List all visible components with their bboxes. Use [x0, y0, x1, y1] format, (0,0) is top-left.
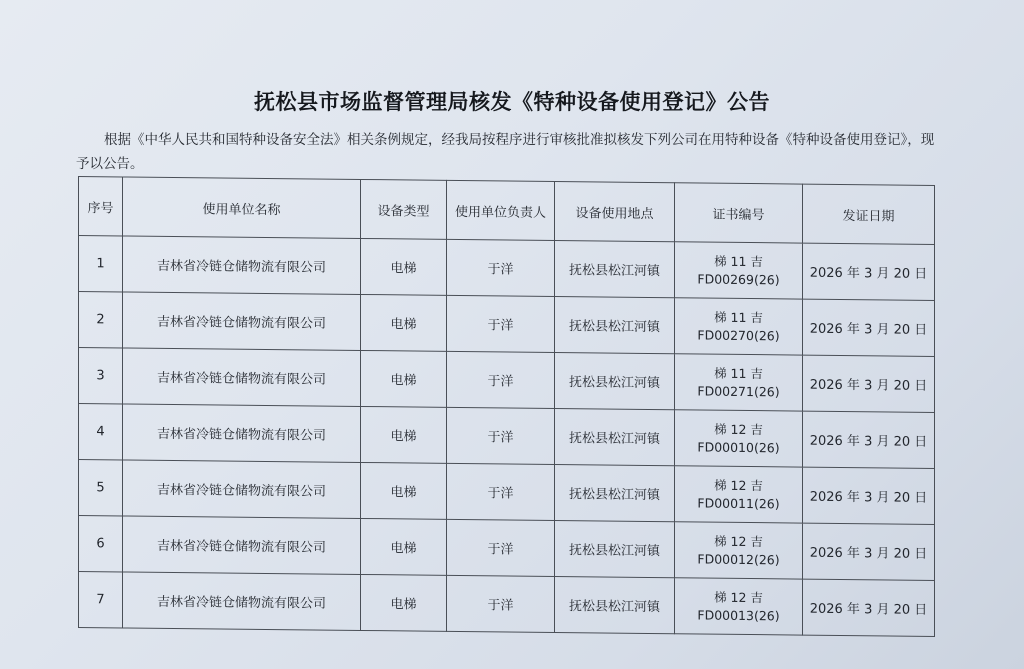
cert-line2: FD00269(26): [697, 270, 780, 287]
row-location: 抚松县松江河镇: [555, 576, 675, 633]
row-location: 抚松县松江河镇: [555, 408, 675, 465]
row-location: 抚松县松江河镇: [555, 464, 675, 521]
row-person: 于洋: [447, 351, 555, 408]
cert-line2: FD00010(26): [697, 438, 780, 455]
row-no: 2: [79, 292, 123, 348]
row-type: 电梯: [361, 350, 447, 407]
table-row: [79, 572, 935, 637]
table-row: [79, 460, 935, 525]
row-date: 2026 年 3 月 20 日: [803, 579, 935, 636]
row-person: 于洋: [447, 519, 555, 576]
table-row: [79, 404, 935, 469]
cert-line2: FD00012(26): [697, 550, 780, 567]
row-no: 1: [79, 236, 123, 292]
row-location: 抚松县松江河镇: [555, 296, 675, 353]
row-cert: [675, 466, 803, 523]
row-no: 4: [79, 404, 123, 460]
header-date: 发证日期: [803, 184, 935, 244]
row-person: 于洋: [447, 575, 555, 632]
row-date: 2026 年 3 月 20 日: [803, 523, 935, 580]
row-location: 抚松县松江河镇: [555, 240, 675, 297]
cert-line1: 梯 12 吉: [714, 477, 763, 493]
registration-table: [78, 176, 935, 637]
row-unit: 吉林省冷链仓储物流有限公司: [123, 236, 361, 294]
cert-line1: 梯 12 吉: [714, 421, 763, 437]
row-person: 于洋: [447, 239, 555, 296]
document-title: 抚松县市场监督管理局核发《特种设备使用登记》公告: [254, 90, 770, 114]
row-date: 2026 年 3 月 20 日: [803, 355, 935, 412]
row-cert: [675, 242, 803, 299]
row-cert: [675, 578, 803, 635]
cert-line2: FD00270(26): [697, 326, 780, 343]
row-type: 电梯: [361, 294, 447, 351]
row-date: 2026 年 3 月 20 日: [803, 299, 935, 356]
table-row: [79, 348, 935, 413]
cert-line2: FD00271(26): [697, 382, 780, 399]
row-date: 2026 年 3 月 20 日: [803, 243, 935, 300]
header-person: 使用单位负责人: [447, 180, 555, 240]
cert-line1: 梯 11 吉: [714, 253, 763, 269]
header-no: 序号: [79, 177, 123, 236]
row-person: 于洋: [447, 463, 555, 520]
row-type: 电梯: [361, 238, 447, 295]
row-cert: [675, 298, 803, 355]
row-no: 6: [79, 516, 123, 572]
row-unit: 吉林省冷链仓储物流有限公司: [123, 572, 361, 630]
row-cert: [675, 410, 803, 467]
header-type: 设备类型: [361, 179, 447, 239]
table-row: [79, 236, 935, 301]
header-cert: 证书编号: [675, 183, 803, 243]
row-type: 电梯: [361, 462, 447, 519]
row-unit: 吉林省冷链仓储物流有限公司: [123, 516, 361, 574]
cert-line1: 梯 11 吉: [714, 309, 763, 325]
cert-line2: FD00011(26): [697, 494, 780, 511]
table-row: [79, 516, 935, 581]
row-date: 2026 年 3 月 20 日: [803, 467, 935, 524]
row-no: 5: [79, 460, 123, 516]
row-unit: 吉林省冷链仓储物流有限公司: [123, 348, 361, 406]
row-no: 3: [79, 348, 123, 404]
row-person: 于洋: [447, 407, 555, 464]
header-location: 设备使用地点: [555, 181, 675, 241]
cert-line2: FD00013(26): [697, 606, 780, 623]
cert-line1: 梯 12 吉: [714, 589, 763, 605]
row-type: 电梯: [361, 406, 447, 463]
row-type: 电梯: [361, 518, 447, 575]
document-intro: 根据《中华人民共和国特种设备安全法》相关条例规定，经我局按程序进行审核批准拟核发下列公司在用特种设备《特种设备使用登记》，现予以公告。: [76, 132, 935, 172]
cert-line1: 梯 11 吉: [714, 365, 763, 381]
row-unit: 吉林省冷链仓储物流有限公司: [123, 404, 361, 462]
row-unit: 吉林省冷链仓储物流有限公司: [123, 292, 361, 350]
row-date: 2026 年 3 月 20 日: [803, 411, 935, 468]
row-location: 抚松县松江河镇: [555, 520, 675, 577]
row-type: 电梯: [361, 574, 447, 631]
row-cert: [675, 522, 803, 579]
row-no: 7: [79, 572, 123, 628]
table-header-row: [79, 177, 935, 245]
header-unit: 使用单位名称: [123, 177, 361, 238]
table-row: [79, 292, 935, 357]
row-person: 于洋: [447, 295, 555, 352]
row-unit: 吉林省冷链仓储物流有限公司: [123, 460, 361, 518]
row-location: 抚松县松江河镇: [555, 352, 675, 409]
cert-line1: 梯 12 吉: [714, 533, 763, 549]
row-cert: [675, 354, 803, 411]
